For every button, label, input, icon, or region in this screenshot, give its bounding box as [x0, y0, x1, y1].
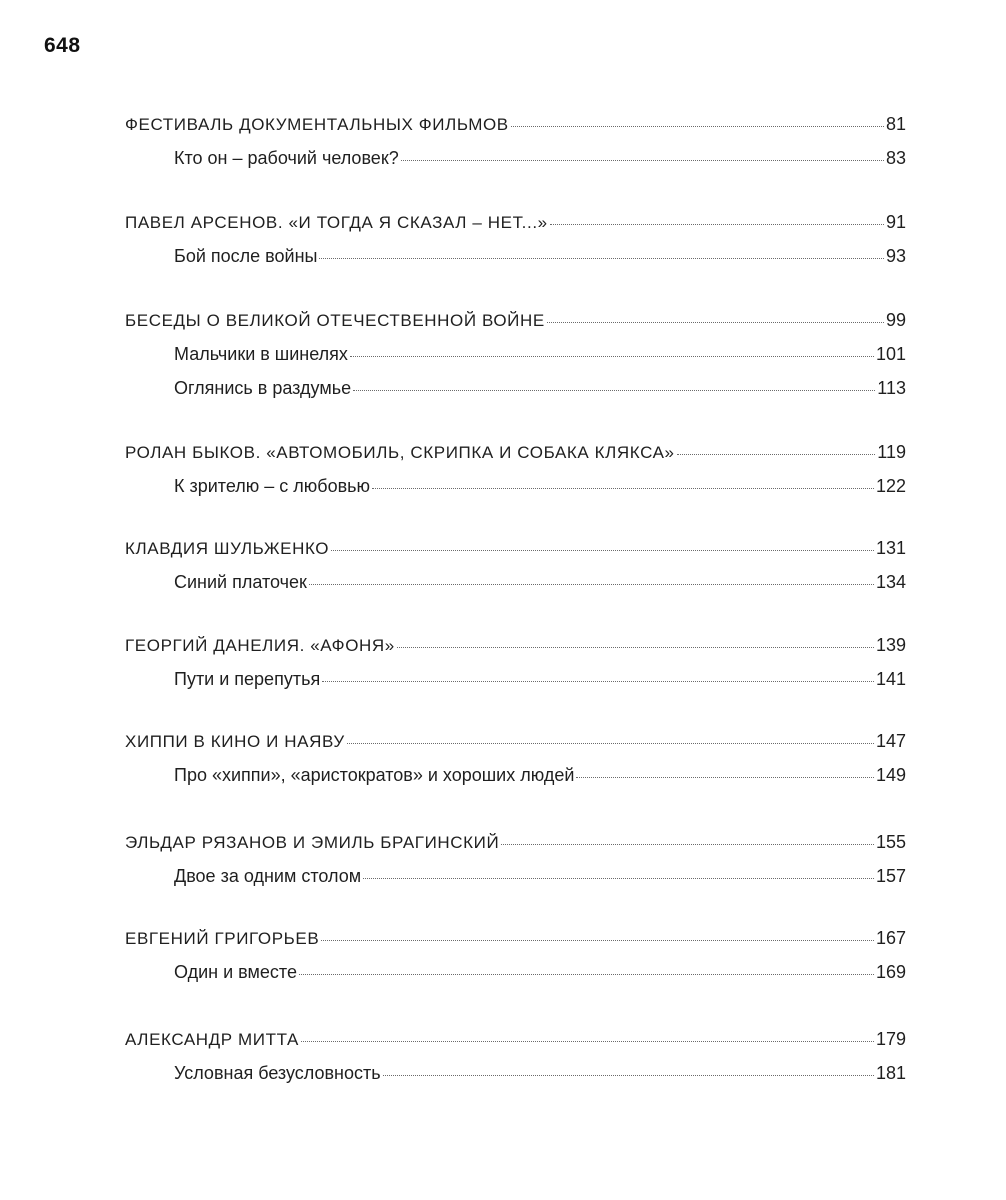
dot-leader	[299, 974, 874, 975]
toc-subentry	[174, 962, 906, 988]
toc-page-number: 81	[885, 114, 906, 134]
dot-leader	[347, 743, 874, 744]
dot-leader	[363, 878, 874, 879]
dot-leader	[383, 1075, 874, 1076]
toc-subentry-title: Один и вместе	[174, 962, 297, 982]
toc-section-title: АЛЕКСАНДР МИТТА	[125, 1030, 299, 1049]
toc-subentry-title: Синий платочек	[174, 572, 307, 592]
toc-page-number: 139	[875, 635, 906, 655]
toc-page-number: 179	[875, 1029, 906, 1049]
toc-page-number: 91	[885, 212, 906, 232]
toc-subentry-title: Про «хиппи», «аристократов» и хороших людей	[174, 765, 575, 785]
toc-page-number: 181	[875, 1063, 906, 1083]
toc-page-number: 93	[885, 246, 906, 266]
toc-page-number: 169	[875, 962, 906, 982]
toc-section-title: КЛАВДИЯ ШУЛЬЖЕНКО	[125, 539, 330, 558]
toc-subentry	[174, 866, 906, 892]
toc-page-number: 134	[875, 572, 906, 592]
dot-leader	[547, 322, 884, 323]
dot-leader	[331, 550, 874, 551]
toc-subentry-title: Двое за одним столом	[174, 866, 362, 886]
toc-section-entry	[125, 310, 906, 336]
toc-page-number: 167	[875, 928, 906, 948]
toc-section-entry	[125, 114, 906, 140]
toc-section-entry	[125, 832, 906, 858]
toc-page-number: 141	[875, 669, 906, 689]
toc-section-entry	[125, 1029, 906, 1055]
toc-subentry	[174, 765, 906, 791]
dot-leader	[511, 126, 884, 127]
dot-leader	[301, 1041, 874, 1042]
toc-subentry-title: Мальчики в шинелях	[174, 344, 348, 364]
toc-section-entry	[125, 731, 906, 757]
page-number: 648	[44, 34, 81, 57]
dot-leader	[309, 584, 874, 585]
toc-page-number: 155	[875, 832, 906, 852]
toc-subentry-title: Условная безусловность	[174, 1063, 381, 1083]
toc-page-number: 147	[875, 731, 906, 751]
toc-page-number: 149	[875, 765, 906, 785]
dot-leader	[550, 224, 884, 225]
toc-section-entry	[125, 538, 906, 564]
toc-subentry	[174, 476, 906, 502]
toc-page-number: 157	[875, 866, 906, 886]
dot-leader	[576, 777, 874, 778]
toc-page-number: 119	[877, 442, 906, 462]
toc-section-title: БЕСЕДЫ О ВЕЛИКОЙ ОТЕЧЕСТВЕННОЙ ВОЙНЕ	[125, 311, 545, 330]
toc-subentry-title: Бой после войны	[174, 246, 318, 266]
dot-leader	[677, 454, 876, 455]
toc-section-title: ГЕОРГИЙ ДАНЕЛИЯ. «АФОНЯ»	[125, 636, 395, 655]
toc-section-entry	[125, 928, 906, 954]
toc-section-title: ЕВГЕНИЙ ГРИГОРЬЕВ	[125, 929, 320, 948]
toc-section-title: ФЕСТИВАЛЬ ДОКУМЕНТАЛЬНЫХ ФИЛЬМОВ	[125, 115, 509, 134]
toc-subentry-title: Кто он – рабочий человек?	[174, 148, 399, 168]
dot-leader	[501, 844, 874, 845]
toc-section-title: ЭЛЬДАР РЯЗАНОВ И ЭМИЛЬ БРАГИНСКИЙ	[125, 833, 500, 852]
toc-page-number: 83	[885, 148, 906, 168]
toc-subentry-title: Оглянись в раздумье	[174, 378, 352, 398]
toc-section-title: ХИППИ В КИНО И НАЯВУ	[125, 732, 345, 751]
dot-leader	[401, 160, 884, 161]
dot-leader	[353, 390, 875, 391]
toc-page-number: 113	[877, 378, 906, 398]
toc-section-title: РОЛАН БЫКОВ. «АВТОМОБИЛЬ, СКРИПКА И СОБАКА КЛЯКСА»	[125, 443, 675, 462]
toc-section-entry	[125, 212, 906, 238]
toc-section-title: ПАВЕЛ АРСЕНОВ. «И ТОГДА Я СКАЗАЛ – НЕТ...»	[125, 213, 548, 232]
toc-subentry	[174, 344, 906, 370]
toc-page-number: 131	[875, 538, 906, 558]
toc-subentry	[174, 246, 906, 272]
dot-leader	[321, 940, 874, 941]
dot-leader	[372, 488, 874, 489]
toc-page-number: 99	[885, 310, 906, 330]
dot-leader	[397, 647, 874, 648]
toc-section-entry	[125, 635, 906, 661]
toc-subentry	[174, 148, 906, 174]
toc-page-number: 122	[875, 476, 906, 496]
dot-leader	[350, 356, 874, 357]
toc-subentry-title: К зрителю – с любовью	[174, 476, 371, 496]
dot-leader	[322, 681, 874, 682]
toc-subentry	[174, 1063, 906, 1089]
toc-subentry	[174, 378, 906, 404]
dot-leader	[319, 258, 884, 259]
toc-subentry-title: Пути и перепутья	[174, 669, 321, 689]
toc-subentry	[174, 572, 906, 598]
toc-section-entry	[125, 442, 906, 468]
toc-subentry	[174, 669, 906, 695]
toc-page-number: 101	[875, 344, 906, 364]
